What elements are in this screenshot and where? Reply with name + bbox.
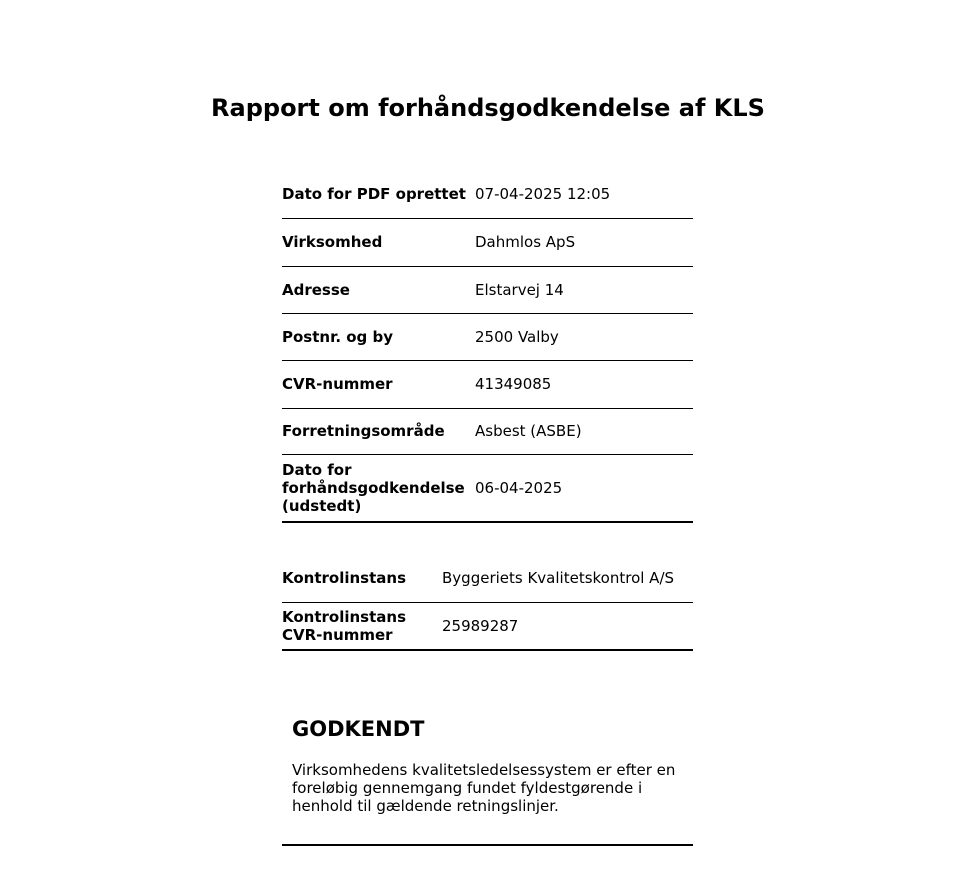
row-label: Dato for PDF oprettet — [282, 171, 475, 218]
row-label: Postnr. og by — [282, 313, 475, 360]
row-label: CVR-nummer — [282, 360, 475, 408]
approval-description: Virksomhedens kvalitetsledelsessystem er efter en foreløbig gennemgang fundet fyldestgørende i henhold til gældende retningslinjer. — [292, 761, 676, 815]
table-row-approval-date — [282, 454, 693, 522]
row-label: Adresse — [282, 266, 475, 313]
table-row-business-area — [282, 408, 693, 454]
control-info-table — [282, 555, 693, 651]
company-info-table — [282, 171, 693, 523]
row-label: Kontrolinstans CVR-nummer — [282, 602, 442, 650]
row-value: 07-04-2025 12:05 — [475, 171, 693, 218]
approval-status: GODKENDT — [292, 717, 425, 741]
report-title: Rapport om forhåndsgodkendelse af KLS — [211, 94, 765, 122]
row-value: Asbest (ASBE) — [475, 408, 693, 454]
table-row-company — [282, 218, 693, 266]
row-label: Forretningsområde — [282, 408, 475, 454]
approval-result-section — [282, 710, 693, 846]
row-value: Elstarvej 14 — [475, 266, 693, 313]
row-label: Kontrolinstans — [282, 555, 442, 602]
table-row-control-cvr — [282, 602, 693, 650]
row-value: 2500 Valby — [475, 313, 693, 360]
table-row-postal-city — [282, 313, 693, 360]
row-value: 41349085 — [475, 360, 693, 408]
row-label: Dato for forhåndsgodkendelse (udstedt) — [282, 454, 475, 522]
table-row-cvr — [282, 360, 693, 408]
row-value: 25989287 — [442, 602, 693, 650]
table-row-pdf-date — [282, 171, 693, 218]
row-value: 06-04-2025 — [475, 454, 693, 522]
table-row-control-body — [282, 555, 693, 602]
row-value: Byggeriets Kvalitetskontrol A/S — [442, 555, 693, 602]
row-label: Virksomhed — [282, 218, 475, 266]
row-value: Dahmlos ApS — [475, 218, 693, 266]
table-row-address — [282, 266, 693, 313]
